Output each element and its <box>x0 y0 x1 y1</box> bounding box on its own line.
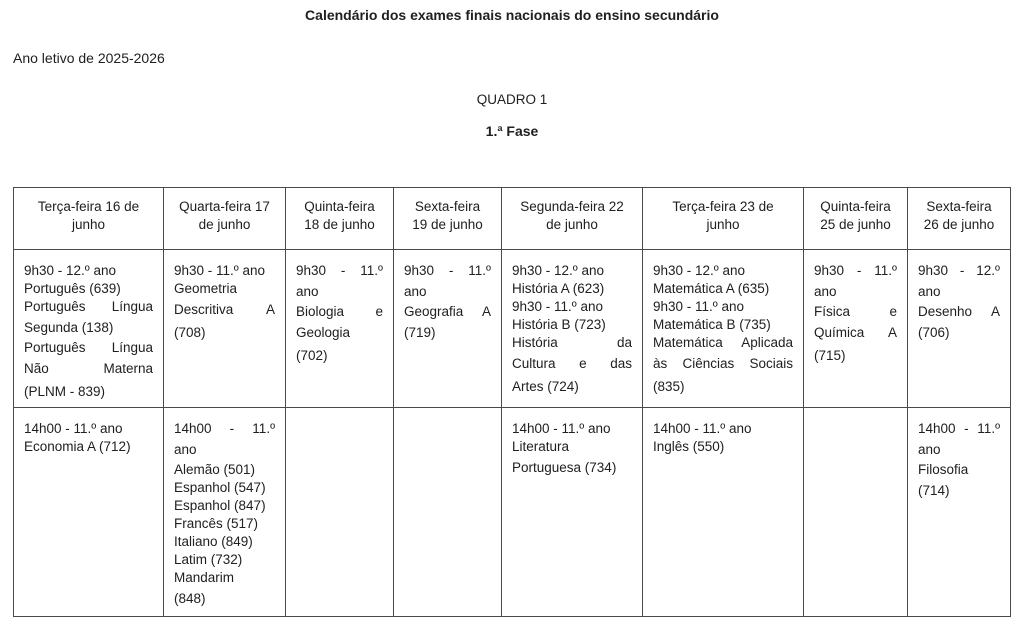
table-label: QUADRO 1 <box>476 92 548 107</box>
exam-line: 9h30 - 11.º <box>814 263 897 278</box>
column-header-tue-16 <box>14 188 164 250</box>
exam-line: Inglês (550) <box>653 439 725 454</box>
header-line: de junho <box>546 217 598 232</box>
header-line: 25 de junho <box>820 217 891 232</box>
header-line: Sexta-feira <box>926 199 992 214</box>
document-title: Calendário dos exames finais nacionais do ensino secundário <box>305 7 719 23</box>
column-header-wed-17 <box>164 188 286 250</box>
exam-line: Filosofia <box>918 462 969 477</box>
header-line: 18 de junho <box>304 217 375 232</box>
exam-line: História B (723) <box>512 317 606 332</box>
exam-line: (706) <box>918 325 950 340</box>
exam-line: Espanhol (847) <box>174 498 266 513</box>
exam-line: História A (623) <box>512 281 605 296</box>
exam-cell-wed-17-afternoon <box>164 408 286 617</box>
exam-calendar-table <box>13 187 1011 617</box>
header-line: junho <box>71 217 106 232</box>
exam-line: às Ciências Sociais <box>653 356 793 371</box>
header-row <box>14 188 1011 250</box>
exam-line: Italiano (849) <box>174 534 253 549</box>
header-line: de junho <box>198 217 251 232</box>
exam-line: Latim (732) <box>174 552 243 567</box>
exam-line: ano <box>296 284 319 299</box>
afternoon-session-row <box>14 408 1011 617</box>
exam-line: (848) <box>174 591 206 606</box>
header-line: Quarta-feira 17 <box>179 199 270 214</box>
exam-line: ano <box>174 442 197 457</box>
exam-line: Mandarim <box>174 570 235 585</box>
exam-line: 9h30 - 12.º ano <box>24 263 117 278</box>
exam-line: Desenho A <box>918 304 1000 319</box>
exam-line: (PLNM - 839) <box>24 384 106 399</box>
exam-line: (715) <box>814 348 846 363</box>
exam-line: ano <box>814 284 837 299</box>
exam-cell-tue-23-afternoon <box>643 408 804 617</box>
exam-line: Português Língua <box>24 340 153 355</box>
exam-line: 9h30 - 11.º <box>404 263 491 278</box>
exam-cell-fri-26-afternoon <box>908 408 1011 617</box>
exam-line: 9h30 - 12.º <box>918 263 1000 278</box>
school-year: Ano letivo de 2025-2026 <box>13 50 165 66</box>
column-header-thu-25 <box>804 188 908 250</box>
exam-cell-tue-16-morning <box>14 250 164 408</box>
exam-line: Francês (517) <box>174 516 259 531</box>
exam-cell-thu-18-morning <box>286 250 394 408</box>
header-line: Terça-feira 16 de <box>37 199 140 214</box>
column-header-thu-18 <box>286 188 394 250</box>
exam-line: 9h30 - 12.º ano <box>512 263 605 278</box>
exam-line: (714) <box>918 483 950 498</box>
exam-line: Artes (724) <box>512 379 579 394</box>
exam-cell-thu-25-afternoon <box>804 408 908 617</box>
exam-line: Economia A (712) <box>24 439 131 454</box>
exam-cell-tue-23-morning <box>643 250 804 408</box>
header-line: Sexta-feira <box>414 199 481 214</box>
header-line: 26 de junho <box>923 217 995 232</box>
exam-cell-wed-17-morning <box>164 250 286 408</box>
exam-line: (702) <box>296 348 328 363</box>
exam-line: 9h30 - 12.º ano <box>653 263 746 278</box>
header-line: Quinta-feira <box>304 199 375 214</box>
column-header-tue-23 <box>643 188 804 250</box>
exam-line: Alemão (501) <box>174 462 256 477</box>
exam-line: Geologia <box>296 325 351 340</box>
exam-cell-thu-18-afternoon <box>286 408 394 617</box>
header-line: Segunda-feira 22 <box>520 199 624 214</box>
exam-line: (708) <box>174 325 206 340</box>
exam-cell-fri-19-morning <box>394 250 502 408</box>
header-line: Terça-feira 23 de <box>672 199 774 214</box>
exam-line: ano <box>404 284 427 299</box>
exam-line: Cultura e das <box>512 356 632 371</box>
exam-line: ano <box>918 442 941 457</box>
exam-line: Descritiva A <box>174 302 275 317</box>
exam-line: 9h30 - 11.º <box>296 263 383 278</box>
exam-line: Matemática A (635) <box>653 281 770 296</box>
exam-cell-tue-16-afternoon <box>14 408 164 617</box>
exam-cell-mon-22-afternoon <box>502 408 643 617</box>
morning-session-row <box>14 250 1011 408</box>
exam-line: 14h00 - 11.º ano <box>512 421 611 436</box>
exam-cell-fri-26-morning <box>908 250 1011 408</box>
exam-line: (835) <box>653 379 685 394</box>
exam-line: Segunda (138) <box>24 320 114 335</box>
exam-cell-thu-25-morning <box>804 250 908 408</box>
exam-line: 14h00 - 11.º <box>918 421 1000 436</box>
exam-line: Não Materna <box>24 361 153 376</box>
column-header-mon-22 <box>502 188 643 250</box>
exam-cell-mon-22-morning <box>502 250 643 408</box>
exam-line: Matemática B (735) <box>653 317 771 332</box>
exam-line: História da <box>512 335 632 350</box>
exam-line: Geografia A <box>404 304 491 319</box>
exam-line: 9h30 - 11.º ano <box>512 299 603 314</box>
exam-line: Física e <box>814 304 897 319</box>
exam-line: 14h00 - 11.º <box>174 421 275 436</box>
exam-line: Português Língua <box>24 299 153 314</box>
header-line: Quinta-feira <box>820 199 891 214</box>
exam-line: Geometria <box>174 281 238 296</box>
exam-line: 14h00 - 11.º ano <box>24 421 123 436</box>
exam-line: ano <box>918 284 941 299</box>
exam-line: Portuguesa (734) <box>512 460 617 475</box>
exam-line: 14h00 - 11.º ano <box>653 421 752 436</box>
exam-cell-fri-19-afternoon <box>394 408 502 617</box>
exam-line: Literatura <box>512 439 570 454</box>
exam-line: Química A <box>814 325 897 340</box>
exam-line: Espanhol (547) <box>174 480 266 495</box>
exam-line: 9h30 - 11.º ano <box>653 299 744 314</box>
exam-line: 9h30 - 11.º ano <box>174 263 265 278</box>
exam-line: Biologia e <box>296 304 383 319</box>
header-line: 19 de junho <box>412 217 483 232</box>
exam-line: Português (639) <box>24 281 121 296</box>
column-header-fri-19 <box>394 188 502 250</box>
phase-label: 1.ª Fase <box>485 123 539 139</box>
column-header-fri-26 <box>908 188 1011 250</box>
exam-line: (719) <box>404 325 436 340</box>
exam-line: Matemática Aplicada <box>653 335 793 350</box>
header-line: junho <box>706 217 740 232</box>
